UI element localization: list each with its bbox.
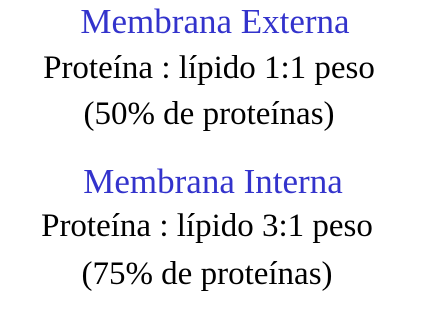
- outer-membrane-protein-percent: (50% de proteínas): [83, 96, 335, 132]
- outer-membrane-heading: Membrana Externa: [80, 2, 350, 41]
- inner-membrane-ratio: Proteína : lípido 3:1 peso: [41, 208, 373, 244]
- inner-membrane-heading: Membrana Interna: [83, 162, 343, 201]
- inner-membrane-protein-percent: (75% de proteínas): [81, 256, 333, 292]
- outer-membrane-ratio: Proteína : lípido 1:1 peso: [43, 50, 375, 86]
